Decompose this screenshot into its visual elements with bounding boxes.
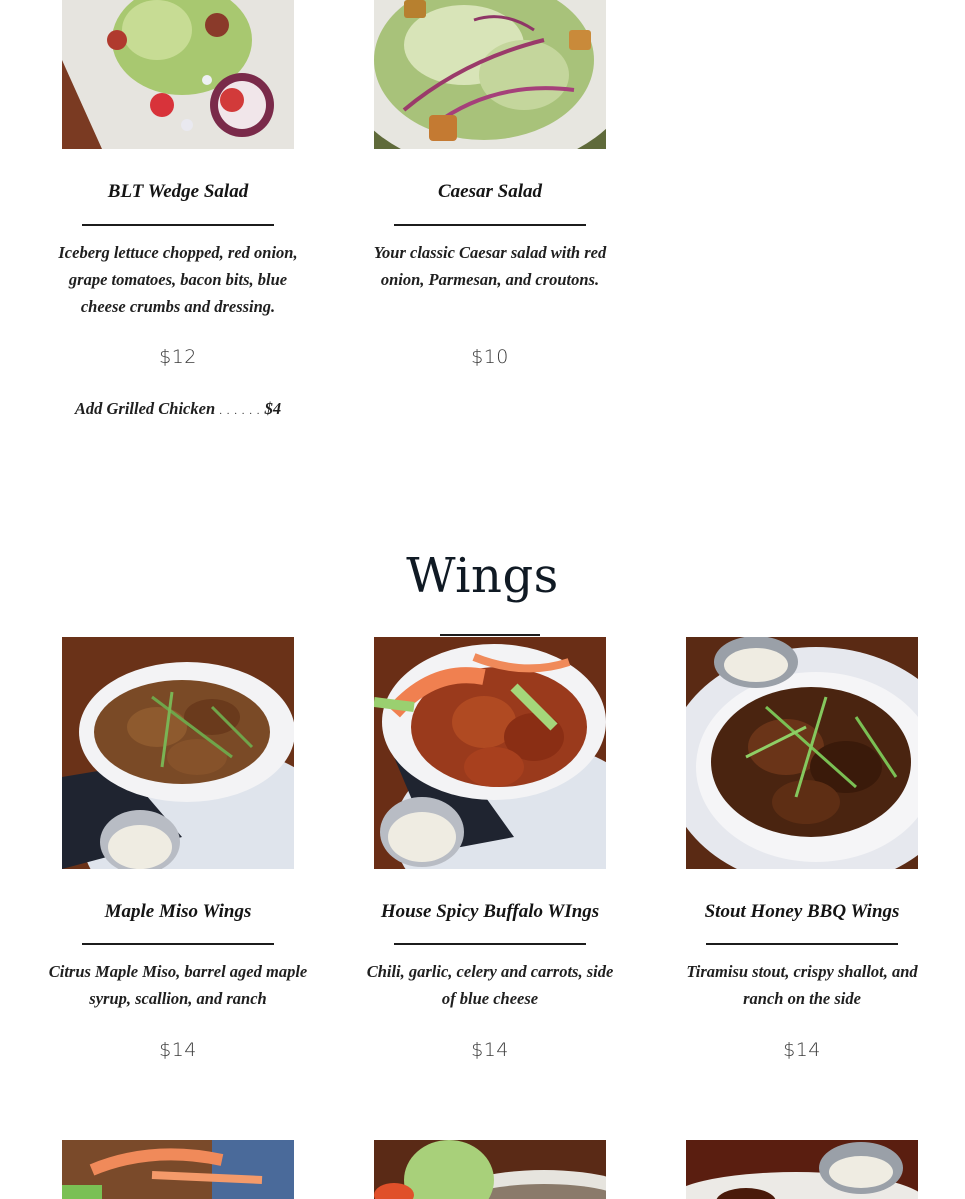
item-description: Chili, garlic, celery and carrots, side of blue cheese xyxy=(366,962,614,1008)
title-divider xyxy=(82,943,274,945)
menu-item-stout-honey-bbq-wings xyxy=(671,637,933,1067)
item-description: Citrus Maple Miso, barrel aged maple syrup, scallion, and ranch xyxy=(48,962,308,1008)
menu-item-maple-miso-wings xyxy=(47,637,309,1067)
next-row-photo-1 xyxy=(62,1140,294,1199)
addon-line xyxy=(47,399,309,419)
item-description: Your classic Caesar salad with red onion, Parmesan, and croutons. xyxy=(373,243,607,289)
item-title: House Spicy Buffalo WIngs xyxy=(380,901,600,922)
section-title-divider xyxy=(440,634,540,636)
menu-item-blt-wedge-salad xyxy=(47,0,309,430)
title-divider xyxy=(82,224,274,226)
item-title: Maple Miso Wings xyxy=(104,901,252,922)
item-description: Tiramisu stout, crispy shallot, and ranch on the side xyxy=(686,962,918,1008)
item-price: $14 xyxy=(783,1039,821,1061)
title-divider xyxy=(706,943,898,945)
section-title-wings: Wings xyxy=(406,548,559,604)
item-title: Stout Honey BBQ Wings xyxy=(704,901,900,922)
addon-price: $4 xyxy=(264,399,282,418)
item-description: Iceberg lettuce chopped, red onion, grape tomatoes, bacon bits, blue cheese crumbs and dressing. xyxy=(58,243,298,316)
menu-item-house-spicy-buffalo-wings xyxy=(359,637,621,1067)
addon-label: Add Grilled Chicken xyxy=(74,399,216,418)
menu-item-caesar-salad xyxy=(359,0,621,430)
item-price: $14 xyxy=(471,1039,509,1061)
item-title: Caesar Salad xyxy=(438,181,542,202)
next-row-photo-2 xyxy=(374,1140,606,1199)
addon-leader-dots: . . . . . . xyxy=(219,405,261,417)
title-divider xyxy=(394,943,586,945)
next-row-photo-3 xyxy=(686,1140,918,1199)
item-price: $14 xyxy=(159,1039,197,1061)
item-title: BLT Wedge Salad xyxy=(107,181,249,202)
item-price: $12 xyxy=(159,346,197,368)
title-divider xyxy=(394,224,586,226)
item-price: $10 xyxy=(471,346,509,368)
